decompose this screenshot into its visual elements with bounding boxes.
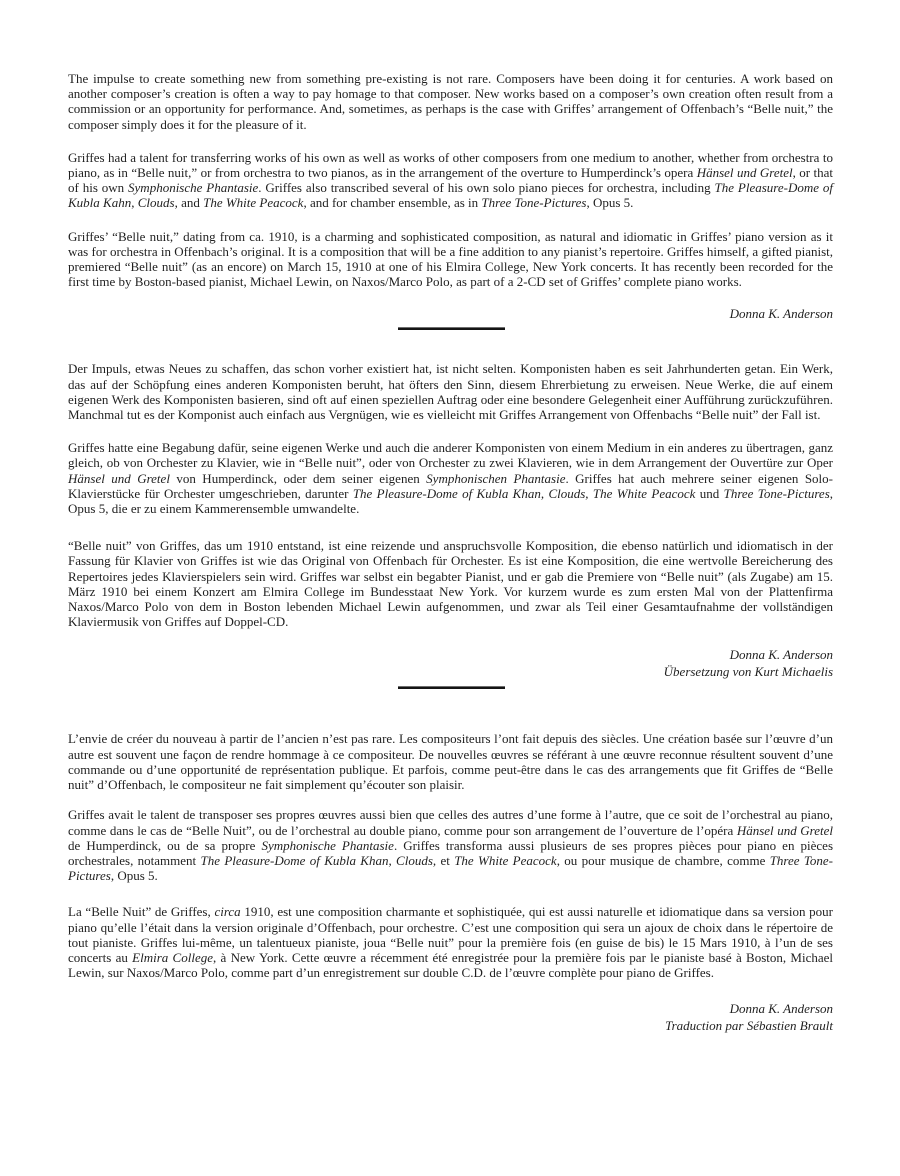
paragraph-english-3: Griffes’ “Belle nuit,” dating from ca. 1910, is a charming and sophisticated composition, as natural and idiomatic in Griffes’ piano version as it was for orchestra in Offenbach’s original. It is a composition that will be a fine addition to any pianist’s repertoire. Griffes himself, a gifted pianist, premiered “Belle nuit” (as an encore) on March 15, 1910 at one of his Elmira College, New York concerts. It has recently been recorded for the first time by Boston-based pianist, Michael Lewin, on Naxos/Marco Polo, as part of a 2-CD set of Griffes’ complete piano works. xyxy=(68,228,833,290)
section-divider xyxy=(398,686,505,689)
paragraph-german-3: “Belle nuit” von Griffes, das um 1910 entstand, ist eine reizende und anspruchsvolle Komposition, die ebenso natürlich und idiomatisch in der Fassung für Klavier von Griffes ist wie das Original von Offenbach für Orchester. Es ist eine Komposition, die eine wertvolle Bereicherung des Repertoires jedes Klavierspielers sein wird. Griffes war selbst ein begabter Pianist, und er gab die Premiere von “Belle nuit” (als Zugabe) am 15. März 1910 bei einem Konzert am Elmira College im Bundesstaat New York. Vor kurzem wurde es zum ersten Mal von der Plattenfirma Naxos/Marco Polo von dem in Boston lebenden Michael Lewin aufgenommen, und zwar als Teil einer Gesamtaufnahme der vollständigen Klaviermusik von Griffes auf Doppel-CD. xyxy=(68,538,833,630)
signature-block-english xyxy=(68,305,833,322)
section-french xyxy=(68,731,833,1034)
section-german xyxy=(68,361,833,680)
paragraph-german-1: Der Impuls, etwas Neues zu schaffen, das schon vorher existiert hat, ist nicht selten. Komponisten haben es seit Jahrhunderten getan. Ein Werk, das auf der Schöpfung eines anderen Komponisten beruht, hat öfters den Sinn, diesem Ehrerbietung zu erweisen. Neue Werke, die auf einem eigenen Werk des Komponisten basieren, sind oft auf einen speziellen Auftrag oder eine besondere Gelegenheit einer Aufführung zurückzuführen. Manchmal tut es der Komponist auch einfach aus Vergnügen, wie es vielleicht mit Griffes Arrangement von Offenbachs “Belle nuit” der Fall ist. xyxy=(68,361,833,423)
paragraph-french-3: La “Belle Nuit” de Griffes, circa 1910, est une composition charmante et sophistiquée, qui est aussi naturelle et idiomatique dans sa version pour piano qu’elle l’était dans la version originale d’Offenbach, pour orchestre. C’est une composition qui sera un ajoux de choix dans le répertoire de tout pianiste. Griffes lui-même, un talentueux pianiste, joua “Belle nuit” pour la première fois (en guise de bis) le 15 Mars 1910, à l’un de ses concerts au Elmira College, à New York. Cette œuvre a récemment été enregistrée pour la première fois par le pianiste basé à Boston, Michael Lewin, sur Naxos/Marco Polo, comme part d’un enregistrement sur double C.D. de l’œuvre complète pour piano de Griffes. xyxy=(68,904,833,981)
paragraph-german-2: Griffes hatte eine Begabung dafür, seine eigenen Werke und auch die anderer Komponisten von einem Medium in ein anderes zu übertragen, ganz gleich, ob von Orchester zu Klavier, wie in “Belle nuit”, oder von Orchester zu zwei Klavieren, wie in dem Arrangement der Ouvertüre zur Oper Hänsel und Gretel von Humperdinck, oder dem seiner eigenen Symphonischen Phantasie. Griffes hat auch mehrere seiner eigenen Solo-Klavierstücke für Orchester umgeschrieben, darunter The Pleasure-Dome of Kubla Khan, Clouds, The White Peacock und Three Tone-Pictures, Opus 5, die er zu einem Kammerensemble umwandelte. xyxy=(68,440,834,517)
signature-translator: Traduction par Sébastien Brault xyxy=(665,1018,833,1034)
signature-author: Donna K. Anderson xyxy=(729,306,833,322)
signature-block-french xyxy=(68,1000,833,1034)
signature-author: Donna K. Anderson xyxy=(729,1001,833,1017)
signature-translator: Übersetzung von Kurt Michaelis xyxy=(663,664,833,680)
section-english xyxy=(68,71,833,322)
paragraph-english-2: Griffes had a talent for transferring works of his own as well as works of other composers from one medium to another, whether from orchestra to piano, as in “Belle nuit,” or from orchestra to two pianos, as in the arrangement of the overture to Humperdinck’s opera Hänsel und Gretel, or that of his own Symphonische Phantasie. Griffes also transcribed several of his own solo piano pieces for orchestra, including The Pleasure-Dome of Kubla Kahn, Clouds, and The White Peacock, and for chamber ensemble, as in Three Tone-Pictures, Opus 5. xyxy=(68,149,833,211)
signature-block-german xyxy=(68,646,833,680)
section-divider xyxy=(398,327,505,330)
paragraph-french-1: L’envie de créer du nouveau à partir de l’ancien n’est pas rare. Les compositeurs l’ont fait depuis des siècles. Une création basée sur l’œuvre d’un autre est souvent une façon de rendre hommage à ce compositeur. De nouvelles œuvres se référant à une œuvre reconnue résultent souvent d’une commande ou d’une opportunité de représentation publique. Et parfois, comme peut-être dans le cas des arrangements que fit Griffes de “Belle nuit” d’Offenbach, le compositeur ne fait simplement qu’écouter son plaisir. xyxy=(68,731,833,793)
paragraph-english-1: The impulse to create something new from something pre-existing is not rare. Composers have been doing it for centuries. A work based on another composer’s creation is often a way to pay homage to that composer. New works based on a composer’s own creation often result from a commission or an opportunity for performance. And, sometimes, as perhaps is the case with Griffes’ arrangement of Offenbach’s “Belle nuit,” the composer simply does it for the pleasure of it. xyxy=(68,71,833,132)
paragraph-french-2: Griffes avait le talent de transposer ses propres œuvres aussi bien que celles des autres d’une forme à l’autre, que ce soit de l’orchestral au piano, comme dans le cas de “Belle Nuit”, ou de l’orchestral au double piano, comme pour son arrangement de l’ouverture de l’opéra Hänsel und Gretel de Humperdinck, ou de sa propre Symphonische Phantasie. Griffes transforma aussi plusieurs de ses propres pièces pour piano en pièces orchestrales, notamment The Pleasure-Dome of Kubla Khan, Clouds, et The White Peacock, ou pour musique de chambre, comme Three Tone-Pictures, Opus 5. xyxy=(68,807,834,884)
signature-author: Donna K. Anderson xyxy=(729,647,833,663)
